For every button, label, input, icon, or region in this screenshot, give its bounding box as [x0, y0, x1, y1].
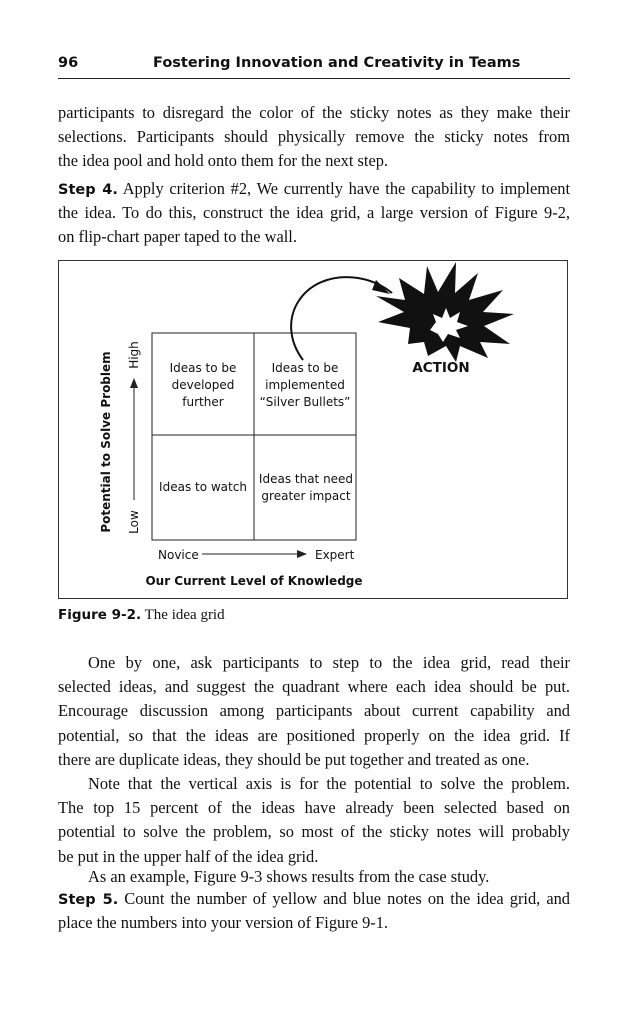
y-axis-low-label: Low [127, 510, 141, 534]
y-axis-label: Potential to Solve Problem [99, 351, 113, 533]
step-4-text: Apply criterion #2, We currently have the capability to implement [117, 179, 571, 198]
x-axis-high-label: Expert [315, 548, 355, 562]
paragraph-vertical-axis [58, 772, 570, 869]
text-line: The top 15 percent of the ideas have already been selected based on [58, 798, 570, 818]
header-rule [58, 78, 570, 79]
text-line: selected ideas, and suggest the quadrant where each idea should be put. [58, 677, 570, 697]
text-line: the idea pool and hold onto them for the next step. [58, 151, 389, 171]
cell-top-left-line: further [182, 395, 224, 409]
cell-bottom-left-line: Ideas to watch [159, 480, 247, 494]
step-5-paragraph [58, 887, 570, 935]
figure-caption-text: The idea grid [141, 607, 225, 623]
text-line: Encourage discussion among participants about current capability and [58, 701, 570, 721]
x-axis-arrowhead [297, 550, 307, 558]
x-axis-low-label: Novice [158, 548, 199, 562]
paragraph-continued [58, 101, 570, 174]
figure-caption-label: Figure 9-2. [58, 607, 142, 623]
step-4-label: Step 4. [58, 182, 118, 198]
cell-top-right-line: “Silver Bullets” [259, 395, 351, 409]
cell-top-left-line: developed [171, 378, 235, 392]
action-label: ACTION [412, 360, 470, 376]
text-line: potential, so that the ideas are positioned properly on the idea grid. If [58, 725, 570, 745]
y-axis-high-label: High [127, 341, 141, 369]
text-line: on flip-chart paper taped to the wall. [58, 227, 297, 247]
paragraph-one-by-one [58, 651, 570, 772]
running-title: Fostering Innovation and Creativity in Teams [153, 55, 521, 71]
step-4-paragraph [58, 177, 570, 250]
figure-caption [58, 607, 225, 624]
cell-bottom-right-line: greater impact [261, 489, 351, 503]
text-line: potential to solve the problem, so most of the sticky notes will probably [58, 822, 570, 842]
text-line: selections. Participants should physically remove the sticky notes from [58, 127, 570, 147]
cell-top-left-line: Ideas to be [169, 361, 237, 375]
text-line: place the numbers into your version of Figure 9-1. [58, 913, 389, 933]
page-number: 96 [58, 55, 79, 71]
text-line: the idea. To do this, construct the idea grid, a large version of Figure 9-2, [58, 203, 570, 223]
text-line: As an example, Figure 9-3 shows results from the case study. [88, 867, 490, 886]
text-line [58, 887, 570, 911]
text-line: participants to disregard the color of the sticky notes as they make their [58, 103, 570, 122]
cell-top-right-line: implemented [265, 378, 345, 392]
y-axis-arrowhead [130, 378, 138, 388]
text-line: there are duplicate ideas, they should be put together and treated as one. [58, 749, 530, 769]
x-axis-label: Our Current Level of Knowledge [145, 574, 363, 588]
step-5-text: Count the number of yellow and blue notes on the idea grid, and [118, 889, 571, 908]
text-line: One by one, ask participants to step to the idea grid, read their [88, 653, 570, 672]
idea-grid-figure [58, 260, 568, 599]
text-line [58, 177, 570, 201]
step-5-label: Step 5. [58, 892, 119, 908]
cell-bottom-right-line: Ideas that need [258, 472, 354, 486]
text-line: be put in the upper half of the idea grid. [58, 846, 319, 866]
cell-top-right-line: Ideas to be [271, 361, 339, 375]
paragraph-example [58, 865, 570, 889]
text-line: Note that the vertical axis is for the potential to solve the problem. [88, 774, 570, 793]
